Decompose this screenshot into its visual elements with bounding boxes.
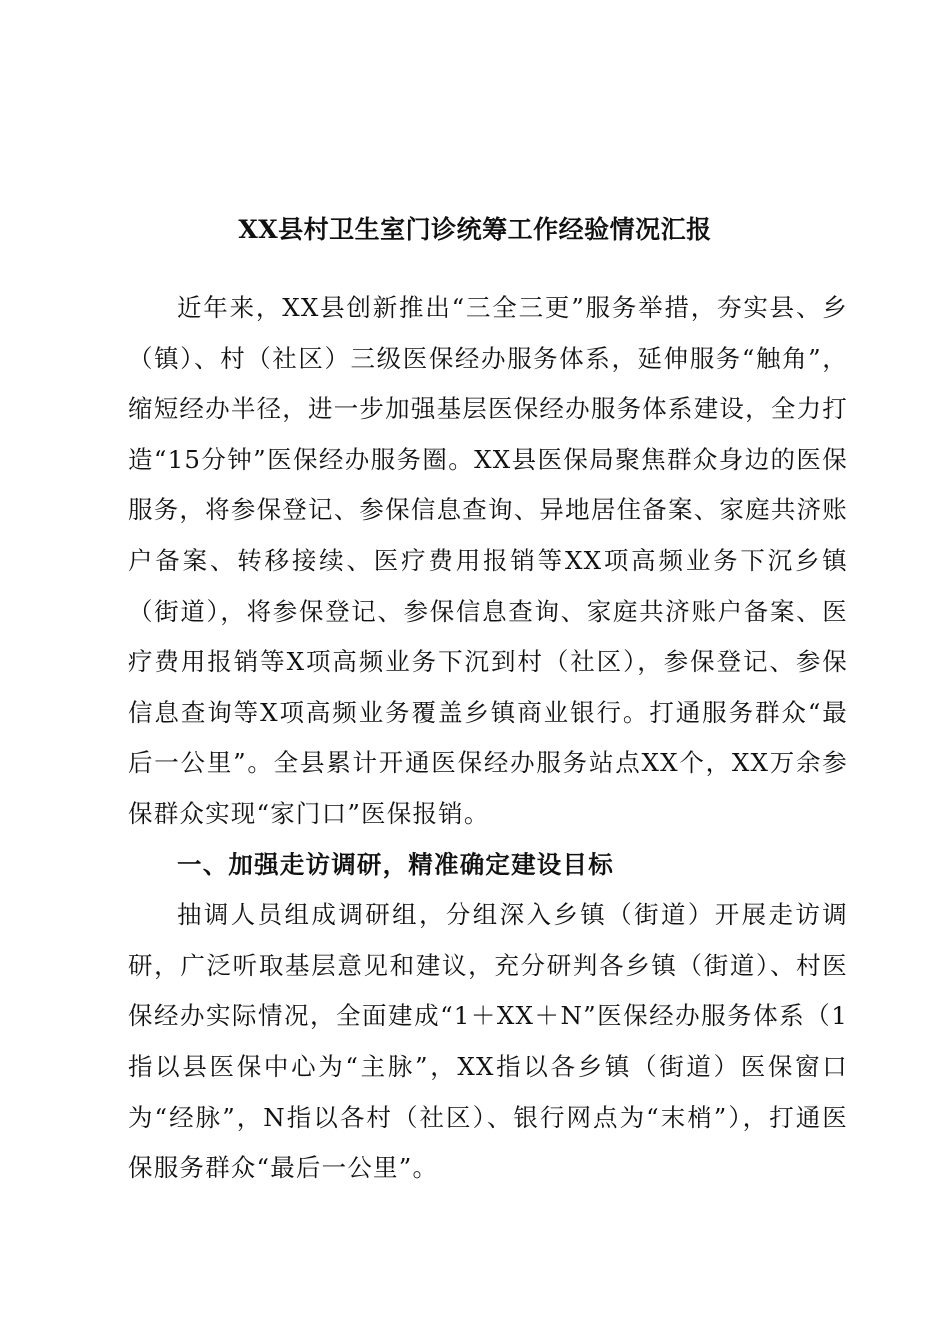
section-1-paragraph: 抽调人员组成调研组，分组深入乡镇（街道）开展走访调研，广泛听取基层意见和建议，充分研判各乡镇（街道）、村医保经办实际情况，全面建成“1＋XX＋N”医保经办服务体系（1指以县医保中心为“主脉”，XX指以各乡镇（街道）医保窗口为“经脉”，N指以各村（社区）、银行网点为“末梢”），打通医保服务群众“最后一公里”。 [128, 900, 848, 1183]
section-1-heading: 一、加强走访调研，精准确定建设目标 [177, 849, 614, 879]
intro-paragraph: 近年来，XX县创新推出“三全三更”服务举措，夯实县、乡（镇）、村（社区）三级医保经办服务体系，延伸服务“触角”，缩短经办半径，进一步加强基层医保经办服务体系建设，全力打造“15分钟”医保经办服务圈。XX县医保局聚焦群众身边的医保服务，将参保登记、参保信息查询、异地居住备案、家庭共济账户备案、转移接续、医疗费用报销等XX项高频业务下沉乡镇（街道），将参保登记、参保信息查询、家庭共济账户备案、医疗费用报销等X项高频业务下沉到村（社区），参保登记、参保信息查询等X项高频业务覆盖乡镇商业银行。打通服务群众“最后一公里”。全县累计开通医保经办服务站点XX个，XX万余参保群众实现“家门口”医保报销。 [128, 293, 848, 828]
document-title: XX县村卫生室门诊统筹工作经验情况汇报 [238, 215, 712, 244]
document-body [128, 283, 848, 1194]
